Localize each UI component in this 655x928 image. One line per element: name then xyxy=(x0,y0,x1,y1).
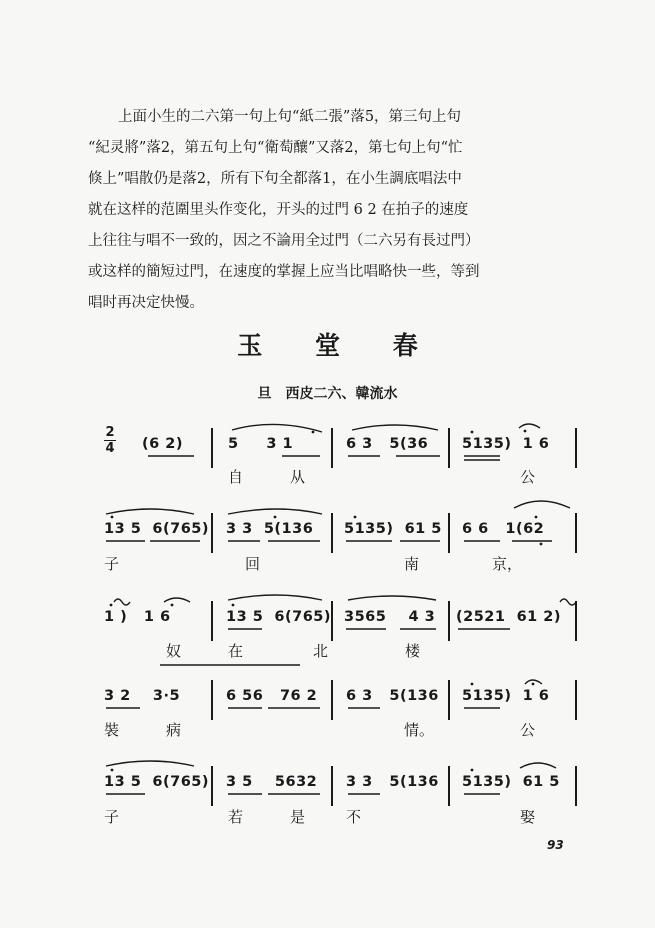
measure: 6 6 1(62 xyxy=(462,521,545,537)
lyric-char: 子 xyxy=(104,808,120,826)
lyric-char: 情。 xyxy=(404,721,435,739)
measure: 5135) 61 5 xyxy=(344,521,442,537)
octave-dot xyxy=(171,604,174,607)
octave-dot xyxy=(532,683,535,686)
prose-line: 上面小生的二六第一句上句“紙二張”落5，第三句上句 xyxy=(118,109,462,125)
lyric-char: 楼 xyxy=(405,642,421,660)
lyric-char: 公 xyxy=(520,468,536,486)
measure: 3 3 5(136 xyxy=(346,774,439,790)
lyric-char: 裝 xyxy=(104,721,120,739)
octave-dot xyxy=(471,683,474,686)
lyric-char: 奴 xyxy=(166,642,182,660)
prose-line: 倏上”唱散仍是落2，所有下句全都落1，在小生調底唱法中 xyxy=(88,171,462,187)
measure: 13 5 6(765) xyxy=(226,609,332,625)
lyric-char: 不 xyxy=(346,808,362,826)
time-signature-bottom: 4 xyxy=(105,441,115,456)
measure: 3 5 5632 xyxy=(226,774,318,790)
song-title: 玉 堂 春 xyxy=(237,331,440,360)
octave-dot xyxy=(110,604,113,607)
measure: 5135) 1 6 xyxy=(462,436,550,452)
octave-dot xyxy=(354,516,357,519)
ornament-mark xyxy=(560,599,576,605)
lyric-char: 病 xyxy=(166,721,182,739)
measure: (6 2) xyxy=(142,436,183,452)
prose-line: “紀灵將”落2，第五句上句“衛萄釀”又落2，第七句上句“忙 xyxy=(88,140,463,156)
octave-dot xyxy=(524,430,527,433)
measure: 3565 4 3 xyxy=(344,609,436,625)
lyric-char: 娶 xyxy=(520,808,536,826)
slur-arc xyxy=(228,509,322,514)
measure: 5135) 1 6 xyxy=(462,688,550,704)
octave-dot xyxy=(471,769,474,772)
octave-dot xyxy=(471,431,474,434)
slur-arc xyxy=(514,501,570,508)
prose-line: 或这样的簡短过門，在速度的掌握上应当比唱略快一些，等到 xyxy=(88,264,480,280)
octave-dot xyxy=(232,604,235,607)
measure: 3 3 5(136 xyxy=(226,521,314,537)
ornament-mark xyxy=(114,599,130,605)
slur-arc xyxy=(106,761,194,766)
octave-dot xyxy=(535,516,538,519)
slur-arc xyxy=(106,509,194,514)
lyric-char: 回 xyxy=(245,555,261,573)
octave-dot xyxy=(312,431,315,434)
octave-dot xyxy=(111,516,114,519)
lyric-char: 北 xyxy=(313,642,329,660)
measure: 6 3 5(136 xyxy=(346,688,439,704)
time-signature-top: 2 xyxy=(105,425,115,440)
lyric-char: 公 xyxy=(520,721,536,739)
prose-line: 就在这样的范圍里头作变化，开头的过門 6 2 在拍子的速度 xyxy=(88,202,469,218)
slur-arc xyxy=(520,763,556,768)
slur-arc xyxy=(519,424,540,428)
measure: 1 ) 1 6 xyxy=(104,609,171,625)
lyric-char: 京， xyxy=(492,555,523,573)
lyric-char: 自 xyxy=(228,468,244,486)
prose-line: 上往往与唱不一致的，因之不論用全过門（二六另有長过門） xyxy=(88,233,480,249)
slur-arc xyxy=(164,598,190,602)
measure: 6 56 76 2 xyxy=(226,688,318,704)
measure: (2521 61 2) xyxy=(456,609,562,625)
song-subtitle: 旦 西皮二六、韓流水 xyxy=(257,386,398,402)
octave-dot xyxy=(540,543,543,546)
lyric-char: 在 xyxy=(228,642,244,660)
measure: 6 3 5(36 xyxy=(346,436,429,452)
lyric-char: 从 xyxy=(290,468,306,486)
measure: 5135) 61 5 xyxy=(462,774,560,790)
slur-arc xyxy=(352,425,438,430)
page-number: 93 xyxy=(547,838,564,852)
slur-arc xyxy=(348,596,436,600)
measure: 13 5 6(765) xyxy=(104,521,210,537)
lyric-char: 子 xyxy=(104,555,120,573)
slur-arc xyxy=(228,595,322,600)
slur-arc xyxy=(232,424,322,432)
octave-dot xyxy=(274,516,277,519)
octave-dot xyxy=(111,769,114,772)
measure: 13 5 6(765) xyxy=(104,774,210,790)
prose-line: 唱时再决定快慢。 xyxy=(88,295,204,311)
lyric-char: 若 xyxy=(228,808,244,826)
measure: 3 2 3·5 xyxy=(104,688,181,704)
lyric-char: 是 xyxy=(290,808,306,826)
lyric-char: 南 xyxy=(404,555,420,573)
measure: 5 3 1 xyxy=(228,436,294,452)
